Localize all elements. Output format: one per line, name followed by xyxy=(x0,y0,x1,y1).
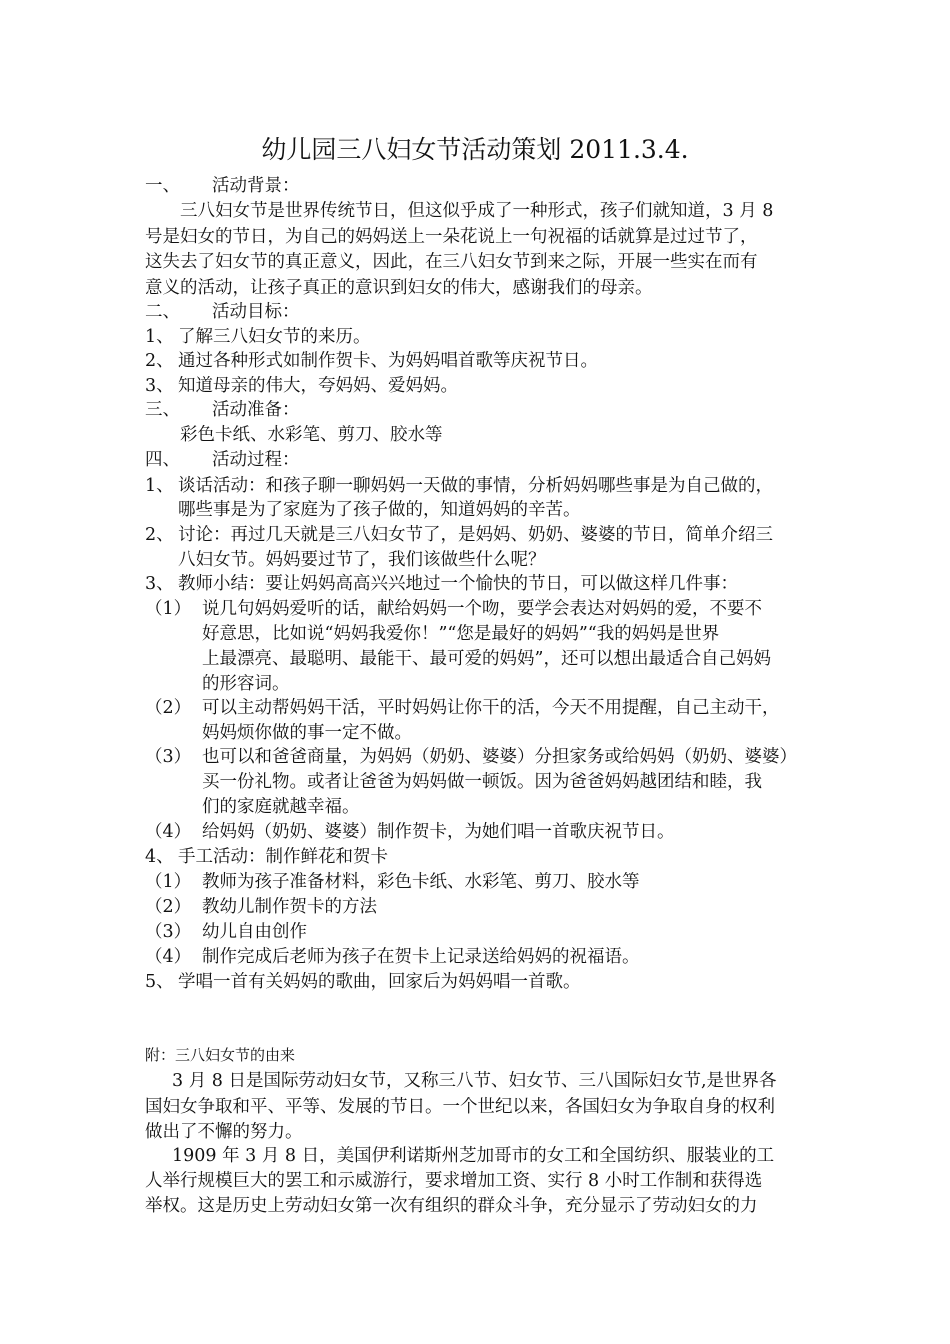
list-item-text: 教师小结：要让妈妈高高兴兴地过一个愉快的节日，可以做这样几件事： xyxy=(178,574,738,594)
sub-item-number: （1） xyxy=(145,872,192,892)
sub-item-text: 买一份礼物。或者让爸爸为妈妈做一顿饭。因为爸爸妈妈越团结和睦，我 xyxy=(202,772,762,792)
list-item-text: 通过各种形式如制作贺卡、为妈妈唱首歌等庆祝节日。 xyxy=(178,351,598,371)
appendix-paragraph-line: 国妇女争取和平、平等、发展的节日。一个世纪以来，各国妇女为争取自身的权利 xyxy=(145,1097,775,1117)
paragraph-line: 这失去了妇女节的真正意义，因此，在三八妇女节到来之际，开展一些实在而有 xyxy=(145,252,758,272)
list-item-text: 学唱一首有关妈妈的歌曲，回家后为妈妈唱一首歌。 xyxy=(178,972,581,992)
section-number: 四、 xyxy=(145,450,180,470)
list-item-text: 谈话活动：和孩子聊一聊妈妈一天做的事情，分析妈妈哪些事是为自己做的， xyxy=(178,476,773,496)
sub-item-number: （3） xyxy=(145,747,192,767)
paragraph-line: 号是妇女的节日，为自己的妈妈送上一朵花说上一句祝福的话就算是过过节了， xyxy=(145,227,758,247)
sub-item-number: （3） xyxy=(145,922,192,942)
list-item-number: 5、 xyxy=(145,972,174,992)
section-heading: 活动过程： xyxy=(212,450,300,470)
list-item-number: 2、 xyxy=(145,351,174,371)
document-title: 幼儿园三八妇女节活动策划 2011.3.4. xyxy=(261,135,689,164)
appendix-paragraph-line: 举权。这是历史上劳动妇女第一次有组织的群众斗争，充分显示了劳动妇女的力 xyxy=(145,1196,758,1216)
sub-item-number: （4） xyxy=(145,822,192,842)
sub-item-text: 教师为孩子准备材料，彩色卡纸、水彩笔、剪刀、胶水等 xyxy=(202,872,640,892)
sub-item-text: 制作完成后老师为孩子在贺卡上记录送给妈妈的祝福语。 xyxy=(202,947,640,967)
sub-item-number: （4） xyxy=(145,947,192,967)
paragraph-line: 意义的活动，让孩子真正的意识到妇女的伟大，感谢我们的母亲。 xyxy=(145,278,653,298)
sub-item-text: 妈妈烦你做的事一定不做。 xyxy=(202,723,412,743)
sub-item-text: 们的家庭就越幸福。 xyxy=(202,797,360,817)
appendix-paragraph-line: 人举行规模巨大的罢工和示威游行，要求增加工资、实行 8 小时工作制和获得选 xyxy=(145,1171,763,1191)
sub-item-text: 给妈妈（奶奶、婆婆）制作贺卡，为她们唱一首歌庆祝节日。 xyxy=(202,822,675,842)
section-number: 三、 xyxy=(145,400,180,420)
appendix-paragraph-line: 做出了不懈的努力。 xyxy=(145,1122,303,1142)
sub-item-text: 好意思，比如说“妈妈我爱你！”“您是最好的妈妈”“我的妈妈是世界 xyxy=(202,624,720,644)
paragraph-line: 三八妇女节是世界传统节日，但这似乎成了一种形式，孩子们就知道，3 月 8 xyxy=(180,201,774,221)
sub-item-text: 的形容词。 xyxy=(202,674,290,694)
list-item-text: 八妇女节。妈妈要过节了，我们该做些什么呢？ xyxy=(178,550,546,570)
list-item-text: 知道母亲的伟大，夸妈妈、爱妈妈。 xyxy=(178,376,458,396)
list-item-number: 3、 xyxy=(145,376,174,396)
list-item-number: 1、 xyxy=(145,476,174,496)
sub-item-text: 说几句妈妈爱听的话，献给妈妈一个吻，要学会表达对妈妈的爱，不要不 xyxy=(202,599,762,619)
list-item-number: 3、 xyxy=(145,574,174,594)
appendix-paragraph-line: 1909 年 3 月 8 日，美国伊利诺斯州芝加哥市的女工和全国纺织、服装业的工 xyxy=(172,1146,775,1166)
appendix-heading: 附：三八妇女节的由来 xyxy=(145,1046,296,1064)
sub-item-number: （2） xyxy=(145,897,192,917)
section-number: 一、 xyxy=(145,176,180,196)
list-item-text: 讨论：再过几天就是三八妇女节了，是妈妈、奶奶、婆婆的节日，简单介绍三 xyxy=(178,525,773,545)
sub-item-text: 上最漂亮、最聪明、最能干、最可爱的妈妈”，还可以想出最适合自己妈妈 xyxy=(202,649,771,669)
list-item-text: 哪些事是为了家庭为了孩子做的，知道妈妈的辛苦。 xyxy=(178,500,581,520)
section-heading: 活动准备： xyxy=(212,400,300,420)
paragraph-line: 彩色卡纸、水彩笔、剪刀、胶水等 xyxy=(180,425,443,445)
section-heading: 活动目标： xyxy=(212,302,300,322)
list-item-number: 1、 xyxy=(145,327,174,347)
list-item-number: 4、 xyxy=(145,847,174,867)
sub-item-text: 教幼儿制作贺卡的方法 xyxy=(202,897,377,917)
section-heading: 活动背景： xyxy=(212,176,300,196)
sub-item-text: 可以主动帮妈妈干活，平时妈妈让你干的活，今天不用提醒，自己主动干， xyxy=(202,698,780,718)
appendix-paragraph-line: 3 月 8 日是国际劳动妇女节，又称三八节、妇女节、三八国际妇女节,是世界各 xyxy=(172,1071,777,1091)
sub-item-text: 幼儿自由创作 xyxy=(202,922,307,942)
sub-item-text: 也可以和爸爸商量，为妈妈（奶奶、婆婆）分担家务或给妈妈（奶奶、婆婆） xyxy=(202,747,797,767)
sub-item-number: （2） xyxy=(145,698,192,718)
sub-item-number: （1） xyxy=(145,599,192,619)
list-item-text: 了解三八妇女节的来历。 xyxy=(178,327,371,347)
list-item-text: 手工活动：制作鲜花和贺卡 xyxy=(178,847,388,867)
list-item-number: 2、 xyxy=(145,525,174,545)
section-number: 二、 xyxy=(145,302,180,322)
